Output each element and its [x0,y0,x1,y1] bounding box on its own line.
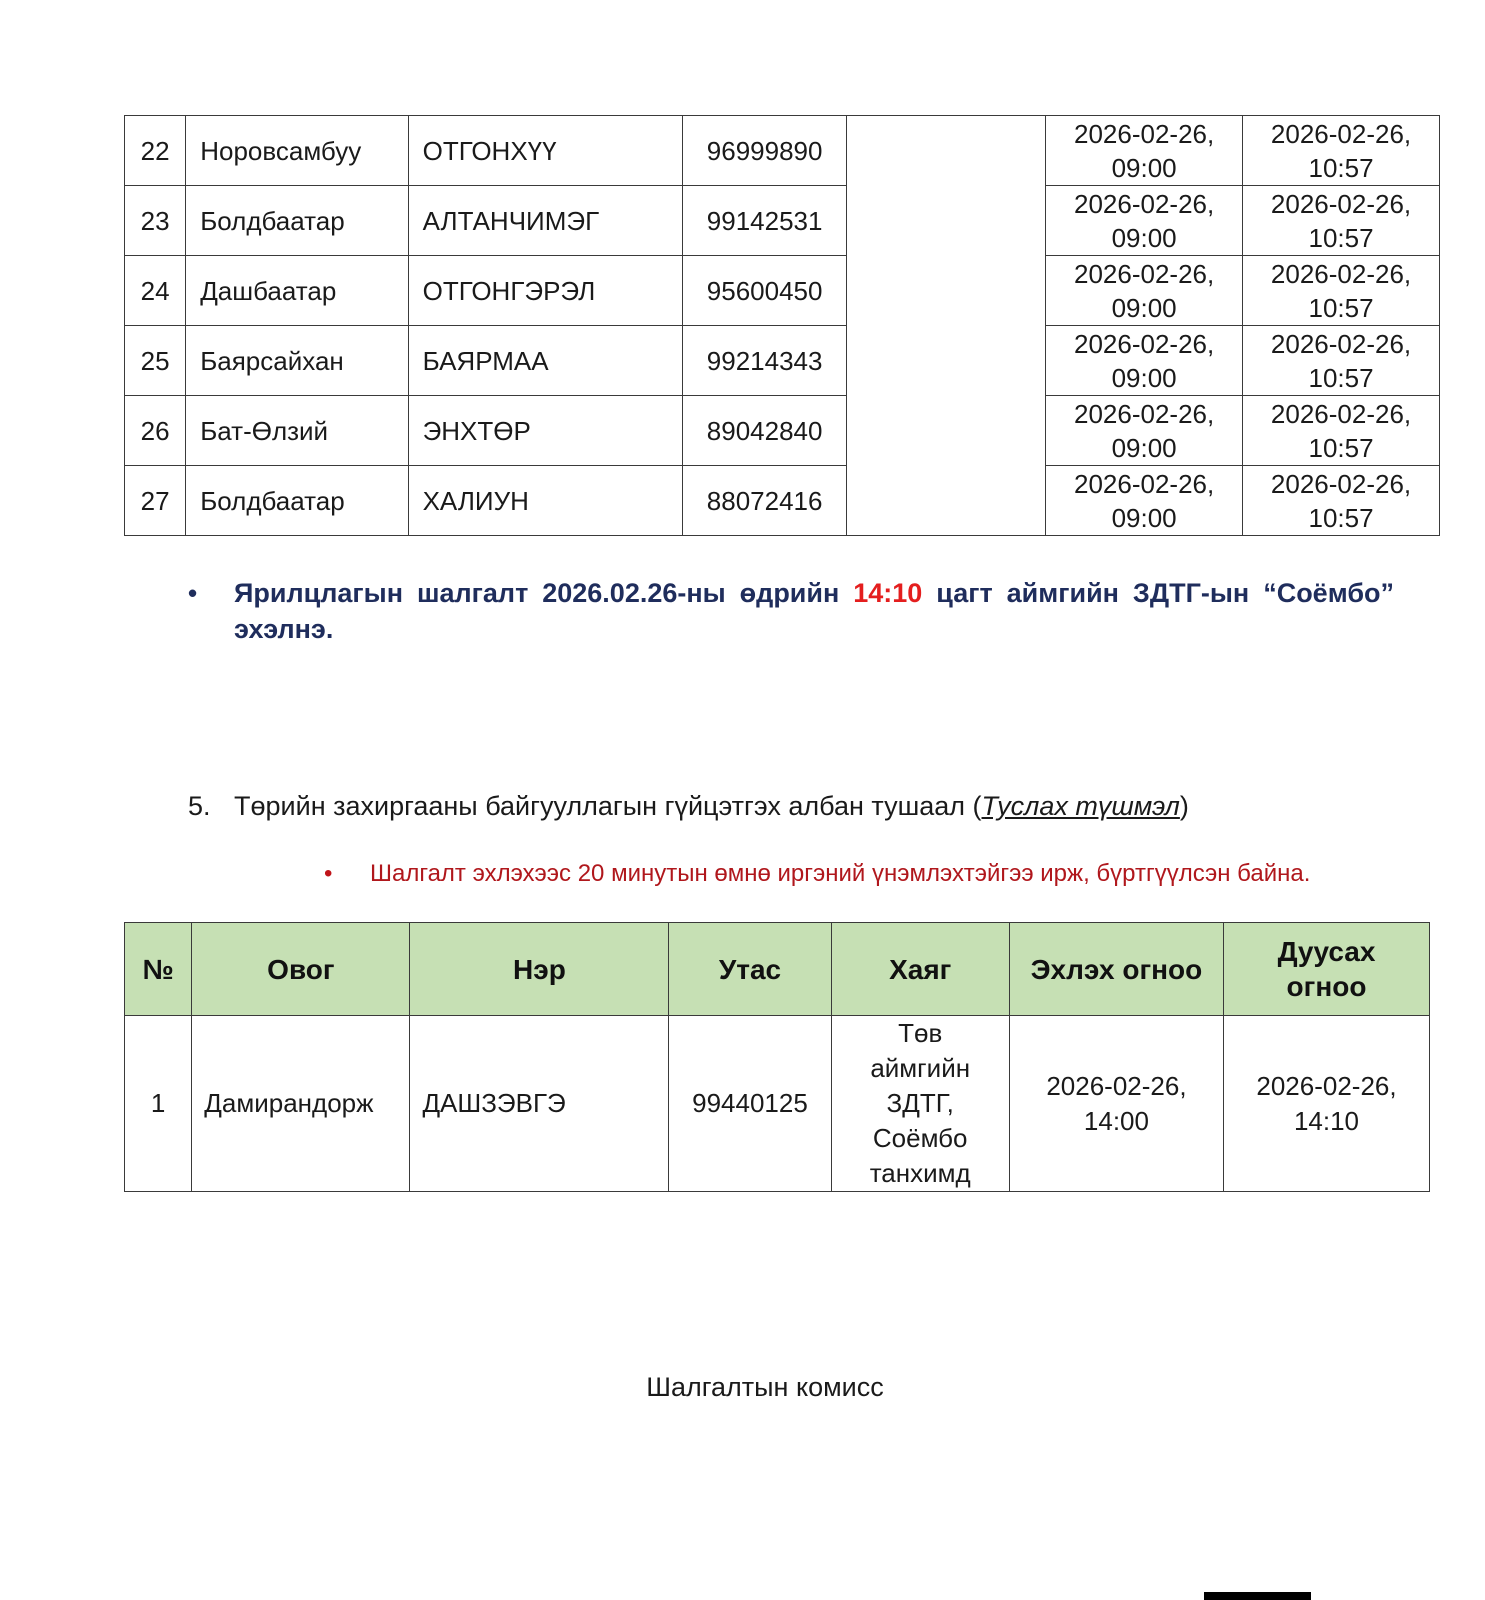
name-cell: ОТГОНГЭРЭЛ [408,256,682,326]
header-end-date: Дуусах огноо [1224,923,1430,1016]
end-date-cell: 2026-02-26, 14:10 [1224,1016,1430,1192]
name-cell: ЭНХТӨР [408,396,682,466]
surname-cell: Болдбаатар [186,466,408,536]
header-phone: Утас [669,923,831,1016]
phone-cell: 95600450 [683,256,847,326]
end-date-cell: 2026-02-26, 10:57 [1243,396,1440,466]
end-date-cell: 2026-02-26, 10:57 [1243,186,1440,256]
interview-notice [188,575,1394,647]
assistant-officer-candidates-table [124,922,1430,1192]
name-cell: ХАЛИУН [408,466,682,536]
start-date-cell: 2026-02-26, 09:00 [1046,256,1243,326]
surname-cell: Бат-Өлзий [186,396,408,466]
table-header-row [125,923,1430,1016]
name-cell: ДАШЗЭВГЭ [410,1016,669,1192]
registration-notice [324,858,1394,889]
table-row [125,186,1440,256]
row-number: 27 [125,466,186,536]
header-address: Хаяг [831,923,1009,1016]
row-number: 23 [125,186,186,256]
phone-cell: 96999890 [683,116,847,186]
phone-cell: 88072416 [683,466,847,536]
address-cell-merged [847,116,1046,536]
table-row [125,326,1440,396]
section-number: 5. [188,791,211,821]
candidates-table-continued [124,115,1440,536]
table-row [125,256,1440,326]
header-surname: Овог [192,923,410,1016]
phone-cell: 89042840 [683,396,847,466]
name-cell: ОТГОНХҮҮ [408,116,682,186]
phone-cell: 99214343 [683,326,847,396]
end-date-cell: 2026-02-26, 10:57 [1243,466,1440,536]
row-number: 26 [125,396,186,466]
page-edge-mark [1204,1592,1311,1600]
notice-text-before: Ярилцлагын шалгалт 2026.02.26-ны өдрийн [234,578,854,608]
commission-signature: Шалгалтын комисс [646,1372,884,1402]
row-number: 25 [125,326,186,396]
start-date-cell: 2026-02-26, 09:00 [1046,116,1243,186]
table-row [125,116,1440,186]
surname-cell: Дамирандорж [192,1016,410,1192]
surname-cell: Норовсамбуу [186,116,408,186]
start-date-cell: 2026-02-26, 14:00 [1009,1016,1223,1192]
surname-cell: Дашбаатар [186,256,408,326]
start-date-cell: 2026-02-26, 09:00 [1046,396,1243,466]
start-date-cell: 2026-02-26, 09:00 [1046,186,1243,256]
phone-cell: 99440125 [669,1016,831,1192]
start-date-cell: 2026-02-26, 09:00 [1046,466,1243,536]
end-date-cell: 2026-02-26, 10:57 [1243,116,1440,186]
end-date-cell: 2026-02-26, 10:57 [1243,326,1440,396]
row-number: 24 [125,256,186,326]
name-cell: БАЯРМАА [408,326,682,396]
header-number: № [125,923,192,1016]
section-5-heading [188,788,1189,824]
registration-notice-text: Шалгалт эхлэхээс 20 минутын өмнө иргэний үнэмлэхтэйгээ ирж, бүртгүүлсэн байна. [370,860,1311,887]
bullet-icon: • [324,860,333,887]
row-number: 22 [125,116,186,186]
notice-text-after: цагт аймгийн ЗДТГ-ын “Соёмбо” эхэлнэ. [234,578,1394,644]
bullet-icon: • [188,578,198,608]
surname-cell: Баярсайхан [186,326,408,396]
section-title-position: Туслах түшмэл [981,791,1180,821]
row-number: 1 [125,1016,192,1192]
surname-cell: Болдбаатар [186,186,408,256]
section-title-close: ) [1179,791,1189,821]
end-date-cell: 2026-02-26, 10:57 [1243,256,1440,326]
phone-cell: 99142531 [683,186,847,256]
table-row [125,466,1440,536]
header-name: Нэр [410,923,669,1016]
header-start-date: Эхлэх огноо [1009,923,1223,1016]
table-row [125,1016,1430,1192]
start-date-cell: 2026-02-26, 09:00 [1046,326,1243,396]
address-cell: Төв аймгийн ЗДТГ, Соёмбо танхимд [831,1016,1009,1192]
section-title: Төрийн захиргааны байгууллагын гүйцэтгэх албан тушаал ( [234,791,982,821]
notice-time-highlight: 14:10 [853,578,923,608]
name-cell: АЛТАНЧИМЭГ [408,186,682,256]
table-row [125,396,1440,466]
